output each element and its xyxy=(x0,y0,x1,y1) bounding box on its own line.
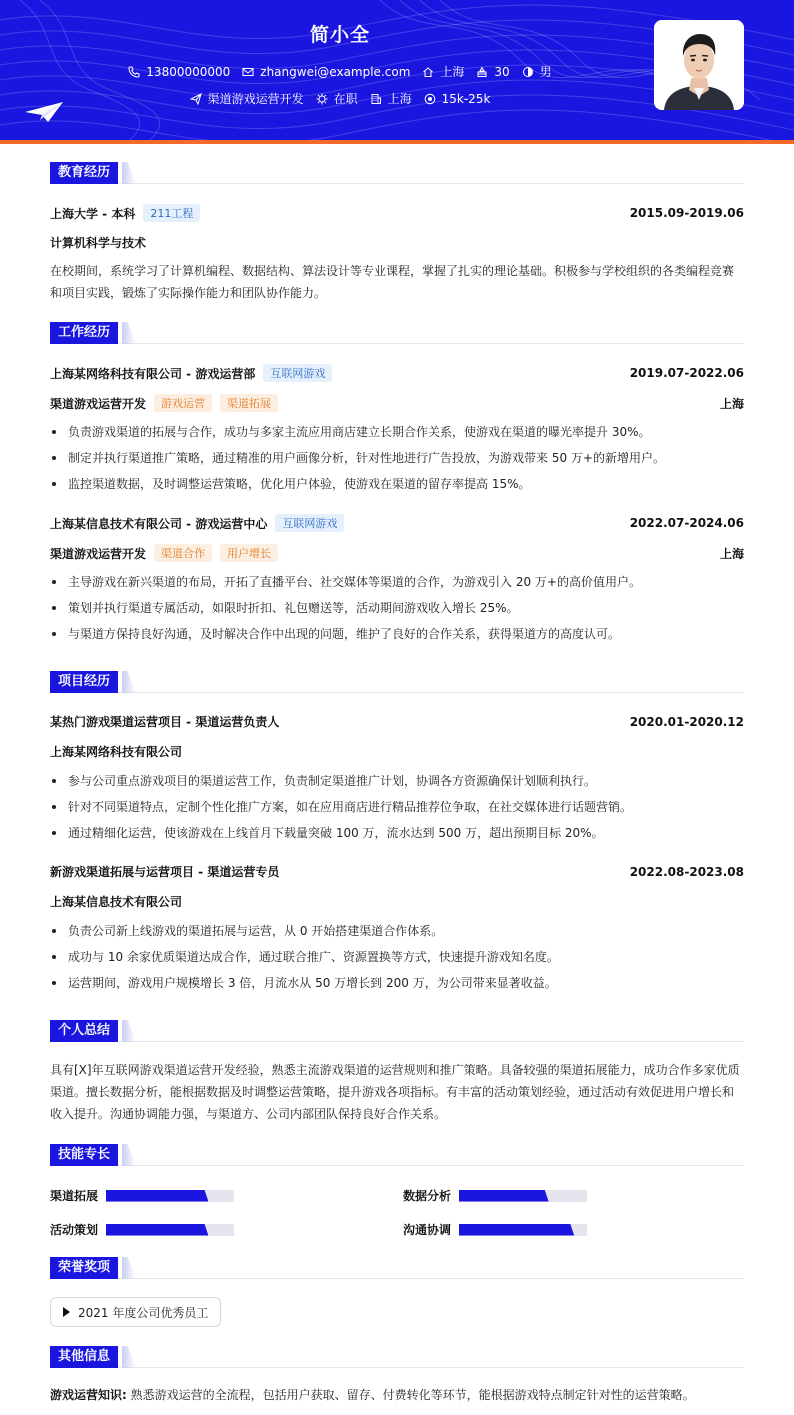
skill-name: 活动策划 xyxy=(50,1223,99,1237)
home-icon xyxy=(422,66,434,78)
skill-item xyxy=(50,1221,234,1238)
list-item: 负责游戏渠道的拓展与合作，成功与多家主流应用商店建立长期合作关系，使游戏在渠道的曝光率提升 30%。 xyxy=(50,419,744,445)
award-item[interactable] xyxy=(50,1297,221,1327)
other-info-line xyxy=(50,1384,744,1406)
work-bullets xyxy=(50,419,744,497)
project-bullets xyxy=(50,768,744,846)
skill-item xyxy=(50,1187,234,1204)
section-title-tail xyxy=(122,322,136,344)
skill-name: 渠道拓展 xyxy=(50,1189,99,1203)
phone-icon xyxy=(128,66,140,78)
list-item: 主导游戏在新兴渠道的布局，开拓了直播平台、社交媒体等渠道的合作，为游戏引入 20 万+的高价值用户。 xyxy=(50,569,744,595)
summary-text: 具有[X]年互联网游戏渠道运营开发经验，熟悉主流游戏渠道的运营规则和推广策略。具备较强的渠道拓展能力，成功合作多家优质渠道。擅长数据分析，能根据数据及时调整运营策略，提升游戏各项指标。有丰富的活动策划经验，通过活动有效促进用户增长和收入提升。沟通协调能力强，与渠道方、公司内部团队保持良好合作关系。 xyxy=(50,1063,740,1121)
section-title: 荣誉奖项 xyxy=(50,1257,118,1279)
skill-tag: 渠道拓展 xyxy=(220,394,278,412)
role-name: 渠道游戏运营开发 xyxy=(50,546,147,561)
summary-section xyxy=(50,1020,744,1121)
project-company-row xyxy=(50,743,744,760)
work-date: 2019.07-2022.06 xyxy=(629,366,744,380)
skill-bar xyxy=(106,1190,234,1202)
section-title-tail xyxy=(122,1257,136,1279)
job-row xyxy=(0,90,680,107)
project-date: 2022.08-2023.08 xyxy=(629,864,744,879)
section-title: 个人总结 xyxy=(50,1020,118,1042)
list-item: 与渠道方保持良好沟通，及时解决合作中出现的问题，维护了良好的合作关系，获得渠道方的高度认可。 xyxy=(50,621,744,647)
email-info xyxy=(242,65,410,79)
list-item: 负责公司新上线游戏的渠道拓展与运营，从 0 开始搭建渠道合作体系。 xyxy=(50,918,744,944)
list-item: 参与公司重点游戏项目的渠道运营工作，负责制定渠道推广计划，协调各方资源确保计划顺利执行。 xyxy=(50,768,744,794)
contact-row xyxy=(0,63,680,80)
header-accent-bar xyxy=(0,140,794,144)
project-bullets xyxy=(50,918,744,996)
company-name: 上海某信息技术有限公司 - 游戏运营中心 xyxy=(50,516,268,531)
section-title-tail xyxy=(122,1144,136,1166)
skill-item xyxy=(403,1221,587,1238)
age-info xyxy=(476,65,509,79)
age-text: 30 xyxy=(494,64,510,79)
section-title: 其他信息 xyxy=(50,1346,118,1368)
list-item: 运营期间，游戏用户规模增长 3 倍，月流水从 50 万增长到 200 万，为公司带来显著收益。 xyxy=(50,970,744,996)
location-info xyxy=(422,63,464,80)
candidate-name: 简小全 xyxy=(309,24,370,46)
section-heading xyxy=(50,1257,744,1279)
coin-icon xyxy=(424,93,436,105)
education-date: 2015.09-2019.06 xyxy=(629,206,744,220)
target-city-text: 上海 xyxy=(387,92,412,106)
job-target-info xyxy=(190,90,304,107)
phone-info xyxy=(128,65,230,79)
avatar-portrait xyxy=(654,20,744,110)
building-icon xyxy=(370,93,382,105)
list-item: 针对不同渠道特点，定制个性化推广方案，如在应用商店进行精品推荐位争取，在社交媒体进行话题营销。 xyxy=(50,794,744,820)
industry-tag: 互联网游戏 xyxy=(263,364,332,382)
phone-text: 13800000000 xyxy=(146,64,231,79)
section-title: 教育经历 xyxy=(50,162,118,184)
skill-tag: 游戏运营 xyxy=(154,394,212,412)
project-item-header xyxy=(50,713,744,730)
education-row xyxy=(50,204,744,222)
other-info-label: 游戏运营知识: xyxy=(50,1388,127,1402)
section-title-tail xyxy=(122,1020,136,1042)
major-name: 计算机科学与技术 xyxy=(50,236,147,250)
skill-name: 数据分析 xyxy=(403,1189,452,1203)
section-heading xyxy=(50,322,744,344)
expand-triangle-icon xyxy=(63,1307,70,1317)
project-item-header xyxy=(50,863,744,880)
section-heading xyxy=(50,1144,744,1166)
project-company-row xyxy=(50,893,744,910)
work-role-row xyxy=(50,394,744,412)
section-title-tail xyxy=(122,1346,136,1368)
work-city: 上海 xyxy=(719,546,744,561)
avatar xyxy=(654,20,744,110)
status-icon xyxy=(316,93,328,105)
section-title-tail xyxy=(122,671,136,693)
awards-section xyxy=(50,1257,744,1320)
skill-bar-fill xyxy=(459,1190,549,1202)
project-name: 某热门游戏渠道运营项目 - 渠道运营负责人 xyxy=(50,715,280,729)
paper-plane-icon xyxy=(24,100,64,124)
location-text: 上海 xyxy=(440,65,465,79)
list-item: 监控渠道数据，及时调整运营策略，优化用户体验，使游戏在渠道的留存率提高 15%。 xyxy=(50,471,744,497)
section-heading xyxy=(50,671,744,693)
project-company: 上海某网络科技有限公司 xyxy=(50,745,183,759)
education-section xyxy=(50,162,744,300)
email-text: zhangwei@example.com xyxy=(260,64,411,79)
skills-section xyxy=(50,1144,744,1237)
section-title: 工作经历 xyxy=(50,322,118,344)
skill-bar-fill xyxy=(106,1224,208,1236)
section-title: 项目经历 xyxy=(50,671,118,693)
target-city-info xyxy=(370,90,412,107)
skill-item xyxy=(403,1187,587,1204)
list-item: 通过精细化运营，使该游戏在上线首月下载量突破 100 万，流水达到 500 万，超出预期目标 20%。 xyxy=(50,820,744,846)
work-city: 上海 xyxy=(719,396,744,411)
project-section xyxy=(50,671,744,990)
education-description: 在校期间，系统学习了计算机编程、数据结构、算法设计等专业课程，掌握了扎实的理论基础。积极参与学校组织的各类编程竞赛和项目实践，锻炼了实际操作能力和团队协作能力。 xyxy=(50,264,735,300)
skill-bar xyxy=(106,1224,234,1236)
section-heading xyxy=(50,1020,744,1042)
work-date: 2022.07-2024.06 xyxy=(629,516,744,530)
list-item: 制定并执行渠道推广策略，通过精准的用户画像分析，针对性地进行广告投放，为游戏带来 50 万+的新增用户。 xyxy=(50,445,744,471)
work-role-row xyxy=(50,544,744,562)
gender-icon xyxy=(522,66,534,78)
other-info-text: 熟悉游戏运营的全流程，包括用户获取、留存、付费转化等环节，能根据游戏特点制定针对性的运营策略。 xyxy=(130,1388,695,1402)
skill-name: 沟通协调 xyxy=(403,1223,452,1237)
list-item: 成功与 10 余家优质渠道达成合作，通过联合推广、资源置换等方式，快速提升游戏知名度。 xyxy=(50,944,744,970)
section-heading xyxy=(50,1346,744,1368)
gender-text: 男 xyxy=(539,65,552,79)
skill-bar-fill xyxy=(106,1190,208,1202)
project-name: 新游戏渠道拓展与运营项目 - 渠道运营专员 xyxy=(50,865,280,879)
work-item-header xyxy=(50,364,744,382)
skill-tag: 渠道合作 xyxy=(154,544,212,562)
list-item: 策划并执行渠道专属活动，如限时折扣、礼包赠送等，活动期间游戏收入增长 25%。 xyxy=(50,595,744,621)
skill-bar xyxy=(459,1224,587,1236)
major-row xyxy=(50,234,744,251)
gender-info xyxy=(522,63,552,80)
company-name: 上海某网络科技有限公司 - 游戏运营部 xyxy=(50,366,256,381)
age-icon xyxy=(476,66,488,78)
section-title-tail xyxy=(122,162,136,184)
salary-text: 15k-25k xyxy=(441,91,491,106)
project-date: 2020.01-2020.12 xyxy=(629,714,744,729)
work-section xyxy=(50,322,744,641)
section-heading xyxy=(50,162,744,184)
project-company: 上海某信息技术有限公司 xyxy=(50,895,183,909)
work-item-header xyxy=(50,514,744,532)
role-name: 渠道游戏运营开发 xyxy=(50,396,147,411)
job-target-text: 渠道游戏运营开发 xyxy=(207,92,304,106)
skill-bar xyxy=(459,1190,587,1202)
status-info xyxy=(316,90,358,107)
resume-header xyxy=(0,0,794,140)
skill-tag: 用户增长 xyxy=(220,544,278,562)
other-section xyxy=(50,1346,744,1402)
award-text: 2021 年度公司优秀员工 xyxy=(78,1305,209,1320)
status-text: 在职 xyxy=(333,92,358,106)
section-title: 技能专长 xyxy=(50,1144,118,1166)
work-bullets xyxy=(50,569,744,647)
send-icon xyxy=(190,93,202,105)
industry-tag: 互联网游戏 xyxy=(275,514,344,532)
skill-bar-fill xyxy=(459,1224,574,1236)
salary-info xyxy=(424,92,491,106)
mail-icon xyxy=(242,66,254,78)
school-name: 上海大学 - 本科 xyxy=(50,206,136,221)
school-tag: 211工程 xyxy=(143,204,200,222)
